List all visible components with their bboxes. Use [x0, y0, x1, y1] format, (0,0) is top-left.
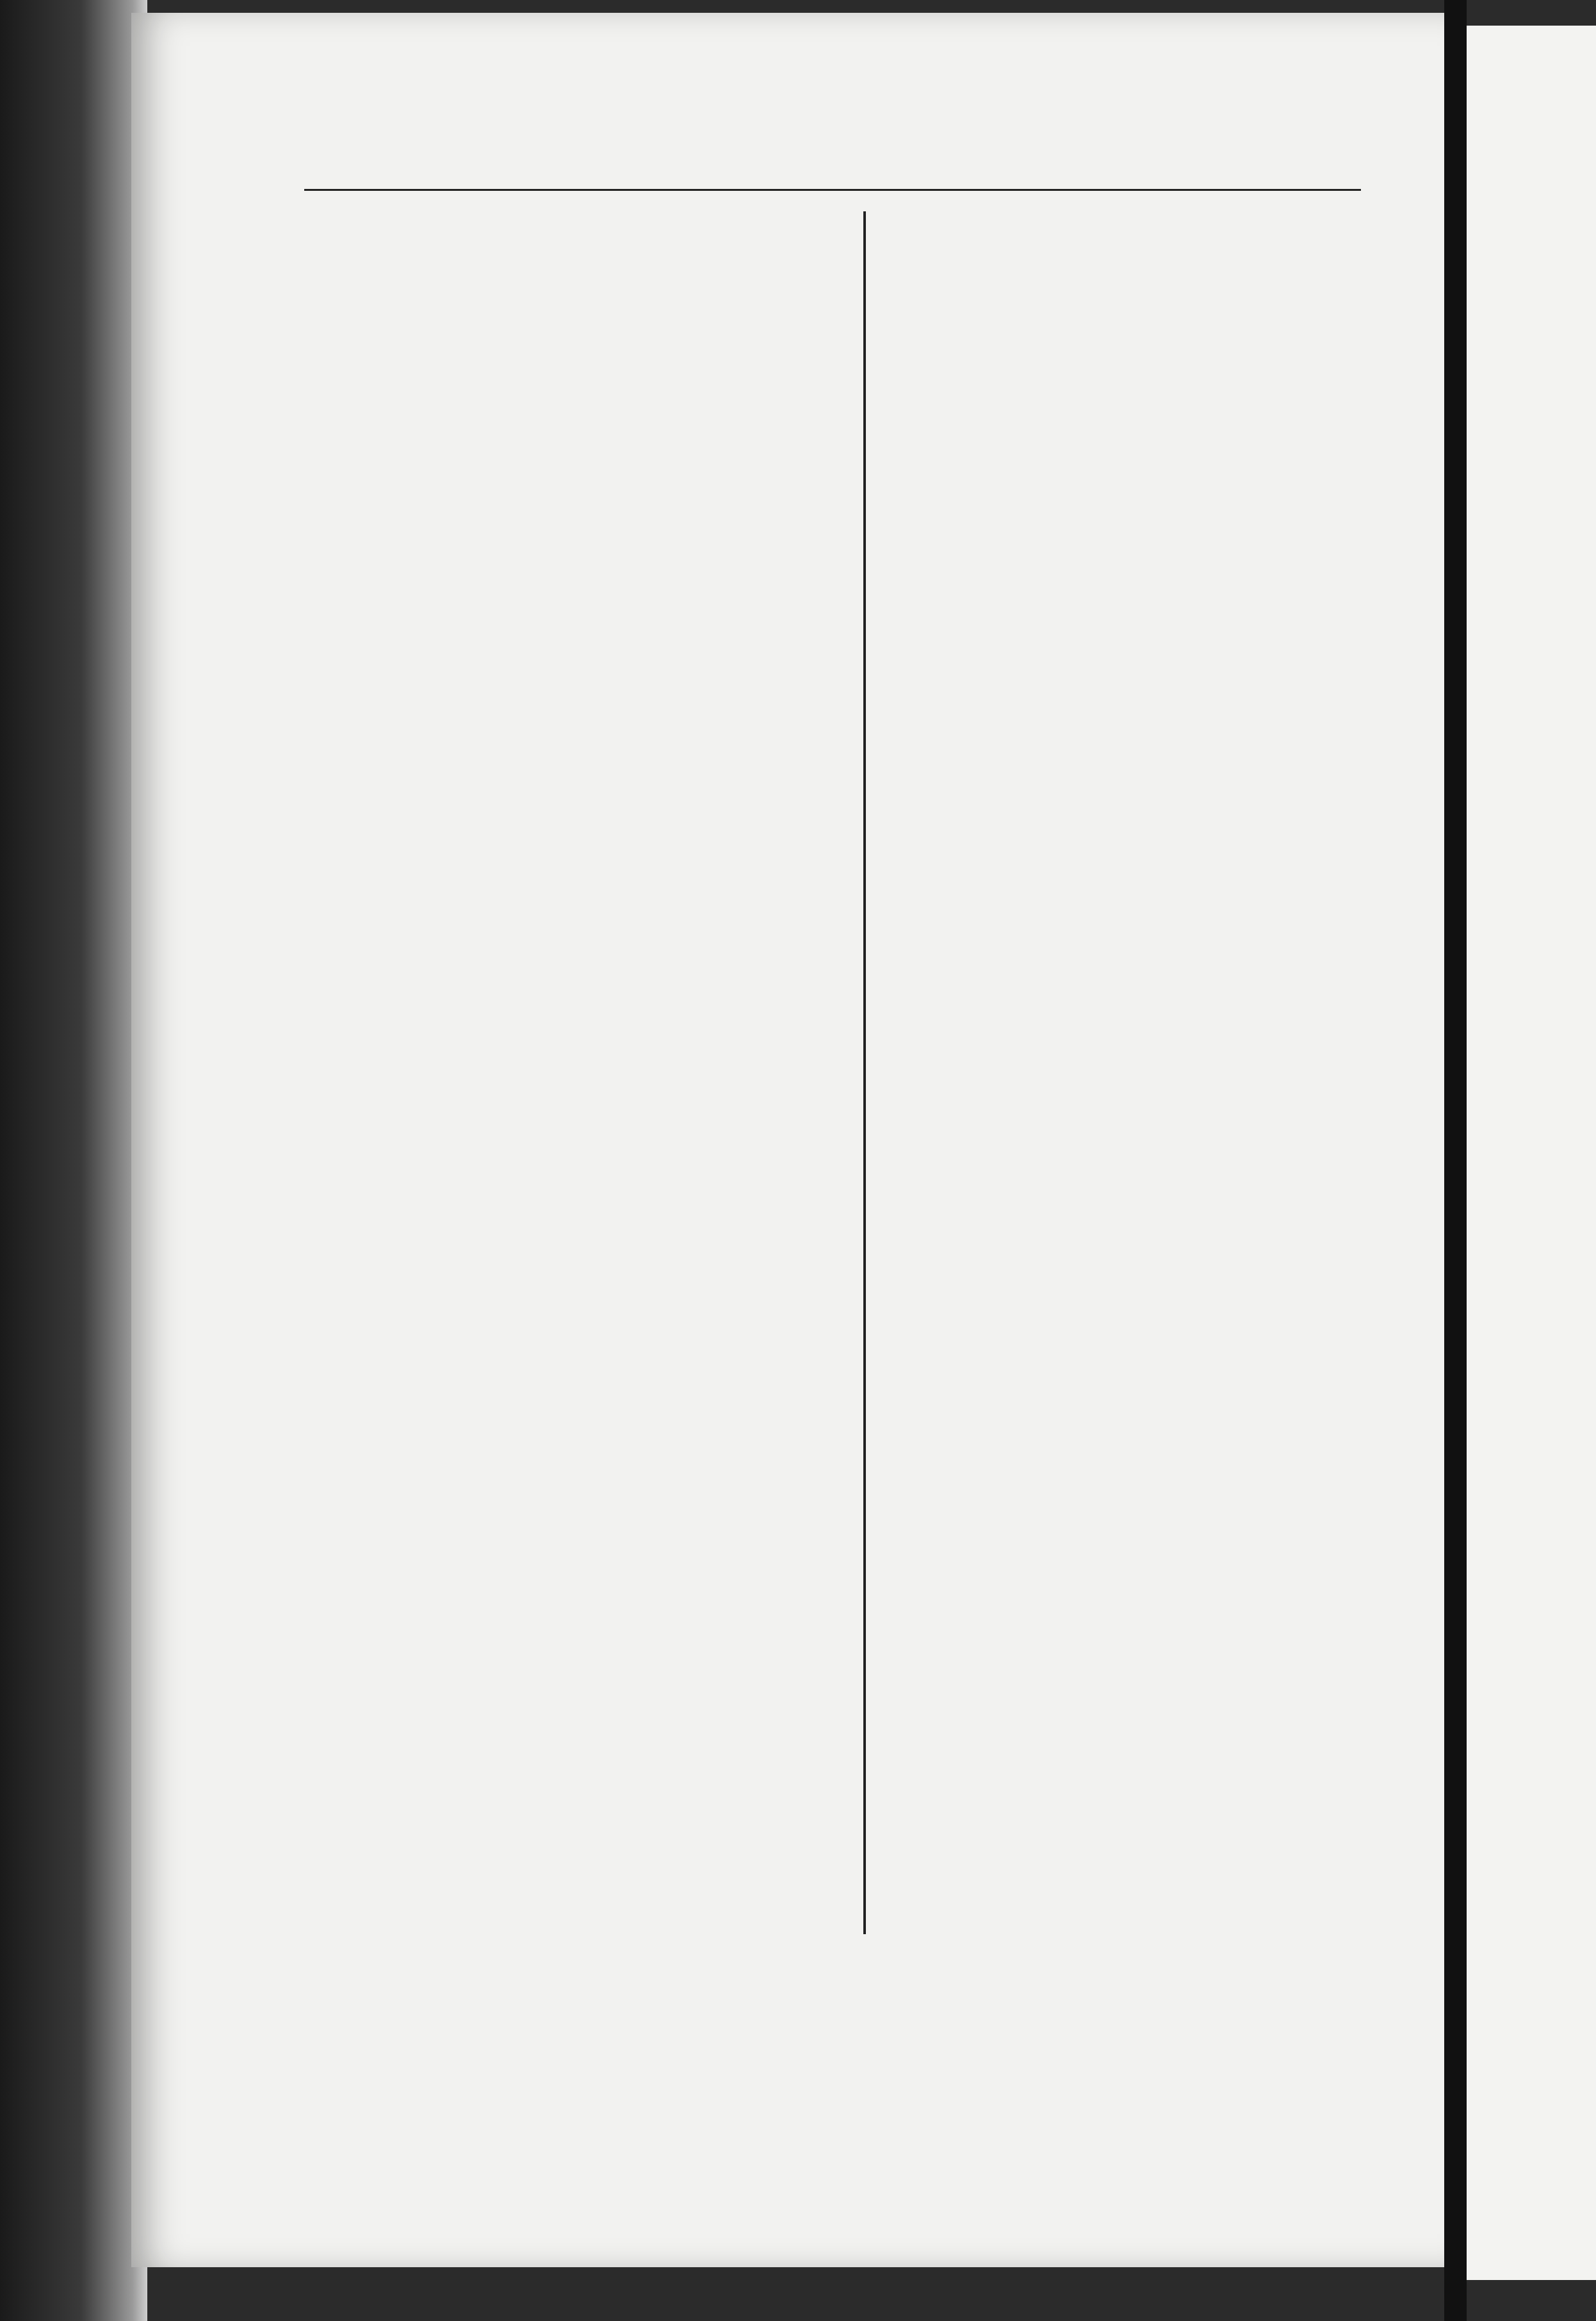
catalogue-page: [131, 13, 1444, 2267]
header-rule: [304, 189, 1361, 191]
page-gutter: [1444, 0, 1467, 2321]
book-spine: [0, 0, 147, 2321]
column-divider: [863, 211, 866, 1934]
page-header: [173, 134, 1390, 173]
adjacent-page-edge: [1467, 26, 1596, 2280]
